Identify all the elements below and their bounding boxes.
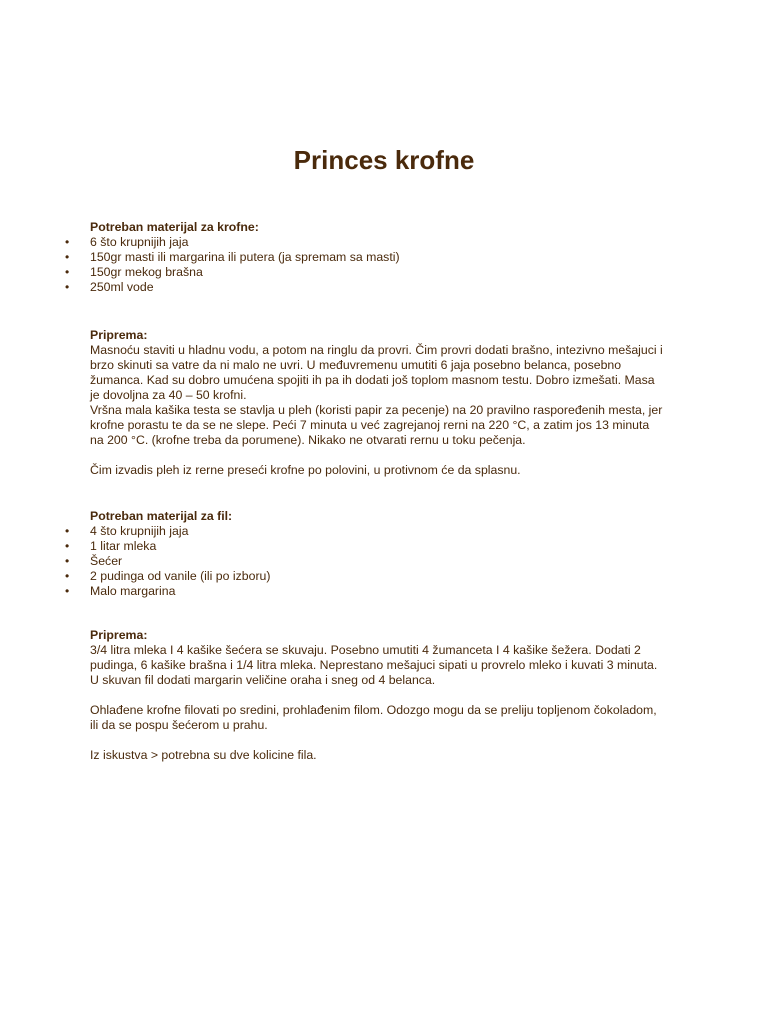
list-item xyxy=(65,569,690,584)
preparation-line: 3/4 litra mleka I 4 kašike šećera se skuvaju. Posebno umutiti 4 žumanceta I 4 kašike šežera. Dodati 2 xyxy=(90,643,641,657)
bullet-icon: • xyxy=(65,235,70,249)
list-item xyxy=(65,250,690,265)
spacer xyxy=(90,688,690,703)
preparation-line: na 200 °C. (krofne treba da porumene). Nikako ne otvarati rernu u toku pečenja. xyxy=(90,433,526,447)
dough-preparation-heading: Priprema: xyxy=(90,328,148,342)
filling-ingredients-heading: Potreban materijal za fil: xyxy=(90,509,233,523)
filling-ingredients-list xyxy=(65,524,690,599)
list-item xyxy=(65,280,690,295)
ingredient-text: 2 pudinga od vanile (ili po izboru) xyxy=(90,569,271,583)
bullet-icon: • xyxy=(65,569,70,583)
preparation-line: brzo skinuti sa vatre da ni malo ne uvri. U međuvremenu umutiti 6 jaja posebno belanca, posebno xyxy=(90,358,622,372)
serving-note-line: ili da se pospu šećerom u prahu. xyxy=(90,718,268,732)
ingredient-text: Malo margarina xyxy=(90,584,176,598)
list-item xyxy=(65,584,690,599)
preparation-note: Čim izvadis pleh iz rerne preseći krofne po polovini, u protivnom će da splasnu. xyxy=(90,463,521,477)
list-item xyxy=(65,539,690,554)
preparation-line: pudinga, 6 kašike brašna i 1/4 litra mleka. Neprestano mešajuci sipati u provrelo mleko i kuvati 3 minuta. xyxy=(90,658,658,672)
list-item xyxy=(65,524,690,539)
list-item xyxy=(65,235,690,250)
spacer xyxy=(90,733,690,748)
dough-ingredients-section xyxy=(65,220,690,295)
dough-preparation-section xyxy=(90,328,690,478)
ingredient-text: 1 litar mleka xyxy=(90,539,157,553)
filling-ingredients-section xyxy=(65,509,690,599)
ingredient-text: 4 što krupnijih jaja xyxy=(90,524,189,538)
ingredient-text: Šećer xyxy=(90,554,123,568)
experience-tip: Iz iskustva > potrebna su dve kolicine fila. xyxy=(90,748,317,762)
serving-note-line: Ohlađene krofne filovati po sredini, prohlađenim filom. Odozgo mogu da se preliju topljenom čokoladom, xyxy=(90,703,657,717)
bullet-icon: • xyxy=(65,539,70,553)
bullet-icon: • xyxy=(65,265,70,279)
list-item xyxy=(65,265,690,280)
ingredient-text: 150gr mekog brašna xyxy=(90,265,203,279)
dough-ingredients-heading: Potreban materijal za krofne: xyxy=(90,220,259,234)
bullet-icon: • xyxy=(65,524,70,538)
bullet-icon: • xyxy=(65,280,70,294)
list-item xyxy=(65,554,690,569)
preparation-line: krofne porastu te da se ne slepe. Peći 7 minuta u već zagrejanoj rerni na 220 °C, a zatim jos 13 minuta xyxy=(90,418,650,432)
filling-preparation-heading: Priprema: xyxy=(90,628,148,642)
spacer xyxy=(90,448,690,463)
preparation-line: Masnoću staviti u hladnu vodu, a potom na ringlu da provri. Čim provri dodati brašno, intezivno mešajuci i xyxy=(90,343,663,357)
filling-preparation-section xyxy=(90,628,690,763)
bullet-icon: • xyxy=(65,584,70,598)
bullet-icon: • xyxy=(65,554,70,568)
ingredient-text: 6 što krupnijih jaja xyxy=(90,235,189,249)
preparation-line: je dovoljna za 40 – 50 krofni. xyxy=(90,388,247,402)
ingredient-text: 250ml vode xyxy=(90,280,154,294)
preparation-line: žumanca. Kad su dobro umućena spojiti ih pa ih dodati još toplom masnom testu. Dobro izmešati. Masa xyxy=(90,373,655,387)
bullet-icon: • xyxy=(65,250,70,264)
preparation-line: Vršna mala kašika testa se stavlja u pleh (koristi papir za pecenje) na 20 pravilno raspoređenih mesta, jer xyxy=(90,403,663,417)
preparation-line: U skuvan fil dodati margarin veličine oraha i sneg od 4 belanca. xyxy=(90,673,436,687)
page-title: Princes krofne xyxy=(293,145,475,175)
dough-ingredients-list xyxy=(65,235,690,295)
ingredient-text: 150gr masti ili margarina ili putera (ja spremam sa masti) xyxy=(90,250,400,264)
